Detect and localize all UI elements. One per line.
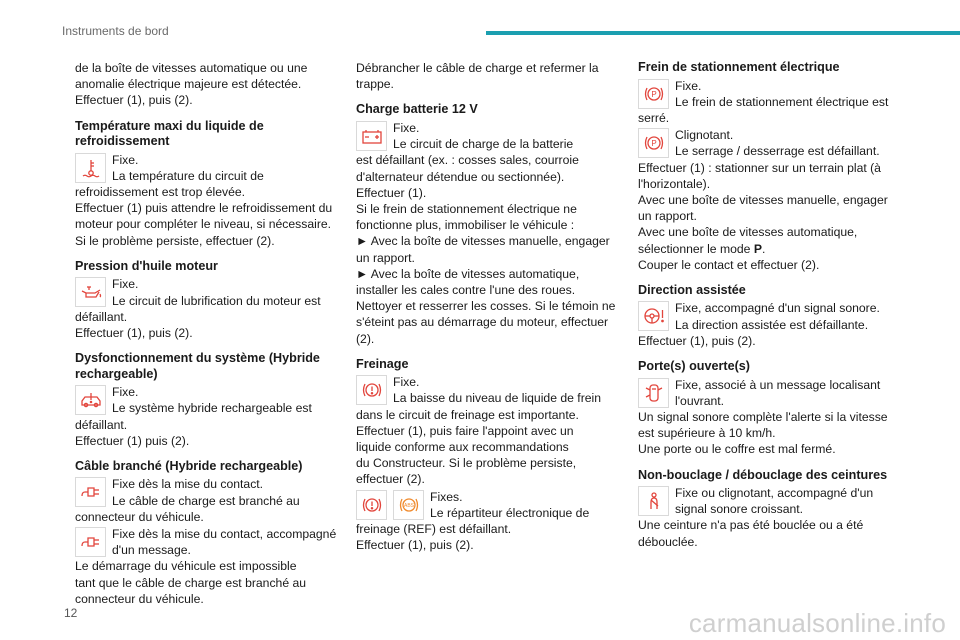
header-accent-bar [486,31,960,35]
text-line: est supérieure à 10 km/h. [638,426,776,441]
door-open-icon [638,378,669,408]
text-line: Le démarrage du véhicule est impossible [75,559,297,574]
text-line: Effectuer (1) puis attendre le refroidissement du [75,201,333,216]
text-line: d'un message. [112,543,191,558]
parking-brake-icon [638,128,669,158]
column-2 [356,60,618,553]
coolant-temperature-icon [75,153,106,183]
text-line: serré. [638,110,670,125]
text-line: Effectuer (1), puis (2). [356,538,474,553]
text-line: Le circuit de lubrification du moteur est [112,293,321,308]
battery-entry [356,120,618,347]
text-line: Un signal sonore complète l'alerte si la vitesse [638,409,888,424]
text-line: débouclée. [638,534,698,549]
text-line: Une porte ou le coffre est mal fermé. [638,442,836,457]
text-line: ► Avec la boîte de vitesses automatique, [356,266,580,281]
text-line: Fixe dès la mise du contact, accompagné [112,527,337,542]
text-line: Couper le contact et effectuer (2). [638,257,820,272]
text-line: Effectuer (1) puis (2). [75,433,190,448]
text-line: installer les cales contre l'une des roues. [356,282,576,297]
oil-pressure-icon [75,277,106,307]
text-line: La direction assistée est défaillante. [675,317,869,332]
text-line: défaillant. [75,309,128,324]
page-number: 12 [64,606,78,620]
text-line: Fixe, associé à un message localisant [675,377,881,392]
text-line: Avec une boîte de vitesses manuelle, engager [638,192,888,207]
text-line: fonctionne plus, immobiliser le véhicule : [356,218,575,233]
oil-entry [75,276,337,341]
text-line: Fixe. [112,385,139,400]
text-line: Effectuer (1). [356,185,427,200]
seatbelt-icon [638,486,669,516]
text-line: Le système hybride rechargeable est [112,401,312,416]
power-steering-entry [638,300,900,349]
intro-line: Effectuer (1), puis (2). [75,93,193,108]
text-line: Effectuer (1) : stationner sur un terrain plat (à [638,160,881,175]
charging-cable-icon [75,527,106,557]
text-line: Effectuer (1), puis (2). [75,325,193,340]
text-line: Avec une boîte de vitesses automatique, [638,225,858,240]
text-line: est défaillant (ex. : cosses sales, courroie [356,153,579,168]
mode-p: P [753,241,762,256]
brake-abs-entry [356,489,618,554]
intro-line: anomalie électrique majeure est détectée. [75,77,302,92]
text-line: freinage (REF) est défaillant. [356,522,512,537]
parking-brake-icon [638,79,669,109]
text-line: dans le circuit de freinage est importante. [356,407,579,422]
section-title-oil: Pression d'huile moteur [75,258,218,273]
text-line: Le répartiteur électronique de [430,505,590,520]
section-title-battery: Charge batterie 12 V [356,102,478,117]
section-title-seatbelts: Non-bouclage / débouclage des ceintures [638,467,888,482]
text-line: La baisse du niveau de liquide de frein [393,391,602,406]
hybrid-fault-entry [75,384,337,449]
text-line: Si le frein de stationnement électrique ne [356,201,577,216]
text-line: Fixe. [112,277,139,292]
charging-cable-entry [75,476,337,525]
text-line: Le câble de charge est branché au [112,493,300,508]
text-line: Fixe. [675,78,702,93]
text-line: Une ceinture n'a pas été bouclée ou a été [638,518,864,533]
text-line: Fixes. [430,489,463,504]
section-title-brakes: Freinage [356,356,409,371]
charging-cable-entry-2 [75,526,337,607]
text-line: s'éteint pas au démarrage du moteur, effectuer [356,315,609,330]
text-line: Si le problème persiste, effectuer (2). [75,233,275,248]
charging-cable-icon [75,477,106,507]
text-line: Effectuer (1), puis faire l'appoint avec un [356,423,574,438]
text-line: du Constructeur. Si le problème persiste, [356,456,577,471]
svg-text:ABS: ABS [403,502,414,509]
parking-brake-entry-2 [638,127,900,273]
text-line: Fixe. [393,120,420,135]
section-title-parking-brake: Frein de stationnement électrique [638,60,840,74]
text-line: l'ouvrant. [675,393,725,408]
intro-line: trappe. [356,77,394,92]
text-line: Clignotant. [675,128,734,143]
text-line: refroidissement est trop élevée. [75,185,246,200]
battery-icon [356,121,387,151]
text-line: sélectionner le mode P. [638,241,766,256]
section-title-doors: Porte(s) ouverte(s) [638,359,750,374]
text-line: un rapport. [356,250,415,265]
text-line: connecteur du véhicule. [75,509,204,524]
intro-line: Débrancher le câble de charge et refermer la [356,61,599,75]
text-line: d'alternateur détendue ou sectionnée). [356,169,565,184]
coolant-entry [75,152,337,249]
section-title-coolant: Température maxi du liquide de refroidissement [75,118,264,149]
text-line: signal sonore croissant. [675,502,804,517]
text-line: Fixe ou clignotant, accompagné d'un [675,486,874,501]
abs-icon [393,490,424,520]
intro-line: de la boîte de vitesses automatique ou une [75,61,308,75]
text-line: (2). [356,331,375,346]
text-line: un rapport. [638,209,697,224]
section-title-charging-cable: Câble branché (Hybride rechargeable) [75,458,303,473]
text-line: Fixe. [393,375,420,390]
text-line: moteur pour compléter le niveau, si nécessaire. [75,217,332,232]
text-line: La température du circuit de [112,168,264,183]
text-line: Effectuer (1), puis (2). [638,333,756,348]
parking-brake-entry [638,78,900,127]
section-title-power-steering: Direction assistée [638,282,746,297]
text-line: effectuer (2). [356,472,425,487]
text-line: Nettoyer et resserrer les cosses. Si le témoin ne [356,299,616,314]
text-line: ► Avec la boîte de vitesses manuelle, engager [356,234,610,249]
text-line: Le serrage / desserrage est défaillant. [675,144,880,159]
svg-text:P: P [650,89,657,99]
text-line: Fixe. [112,152,139,167]
text-line: tant que le câble de charge est branché au [75,575,307,590]
text-line: liquide conforme aux recommandations [356,440,569,455]
brake-entry [356,374,618,487]
section-title-hybrid-fault: Dysfonctionnement du système (Hybride rechargeable) [75,351,320,381]
svg-text:P: P [650,139,657,149]
column-3 [638,60,900,550]
text-line: connecteur du véhicule. [75,591,204,606]
page-header-title: Instruments de bord [62,24,169,38]
doors-entry [638,377,900,458]
brake-warning-icon [356,490,387,520]
seatbelt-entry [638,485,900,550]
text-line: Fixe, accompagné d'un signal sonore. [675,301,880,316]
text-line: défaillant. [75,417,128,432]
text-line: Le frein de stationnement électrique est [675,94,889,109]
text-line: Fixe dès la mise du contact. [112,477,264,492]
column-1 [75,60,337,607]
watermark: carmanualsonline.info [688,608,946,638]
text-line: l'horizontale). [638,176,711,191]
text-line: Le circuit de charge de la batterie [393,137,574,152]
hybrid-system-fault-icon [75,385,106,415]
power-steering-icon [638,301,669,331]
brake-warning-icon [356,375,387,405]
